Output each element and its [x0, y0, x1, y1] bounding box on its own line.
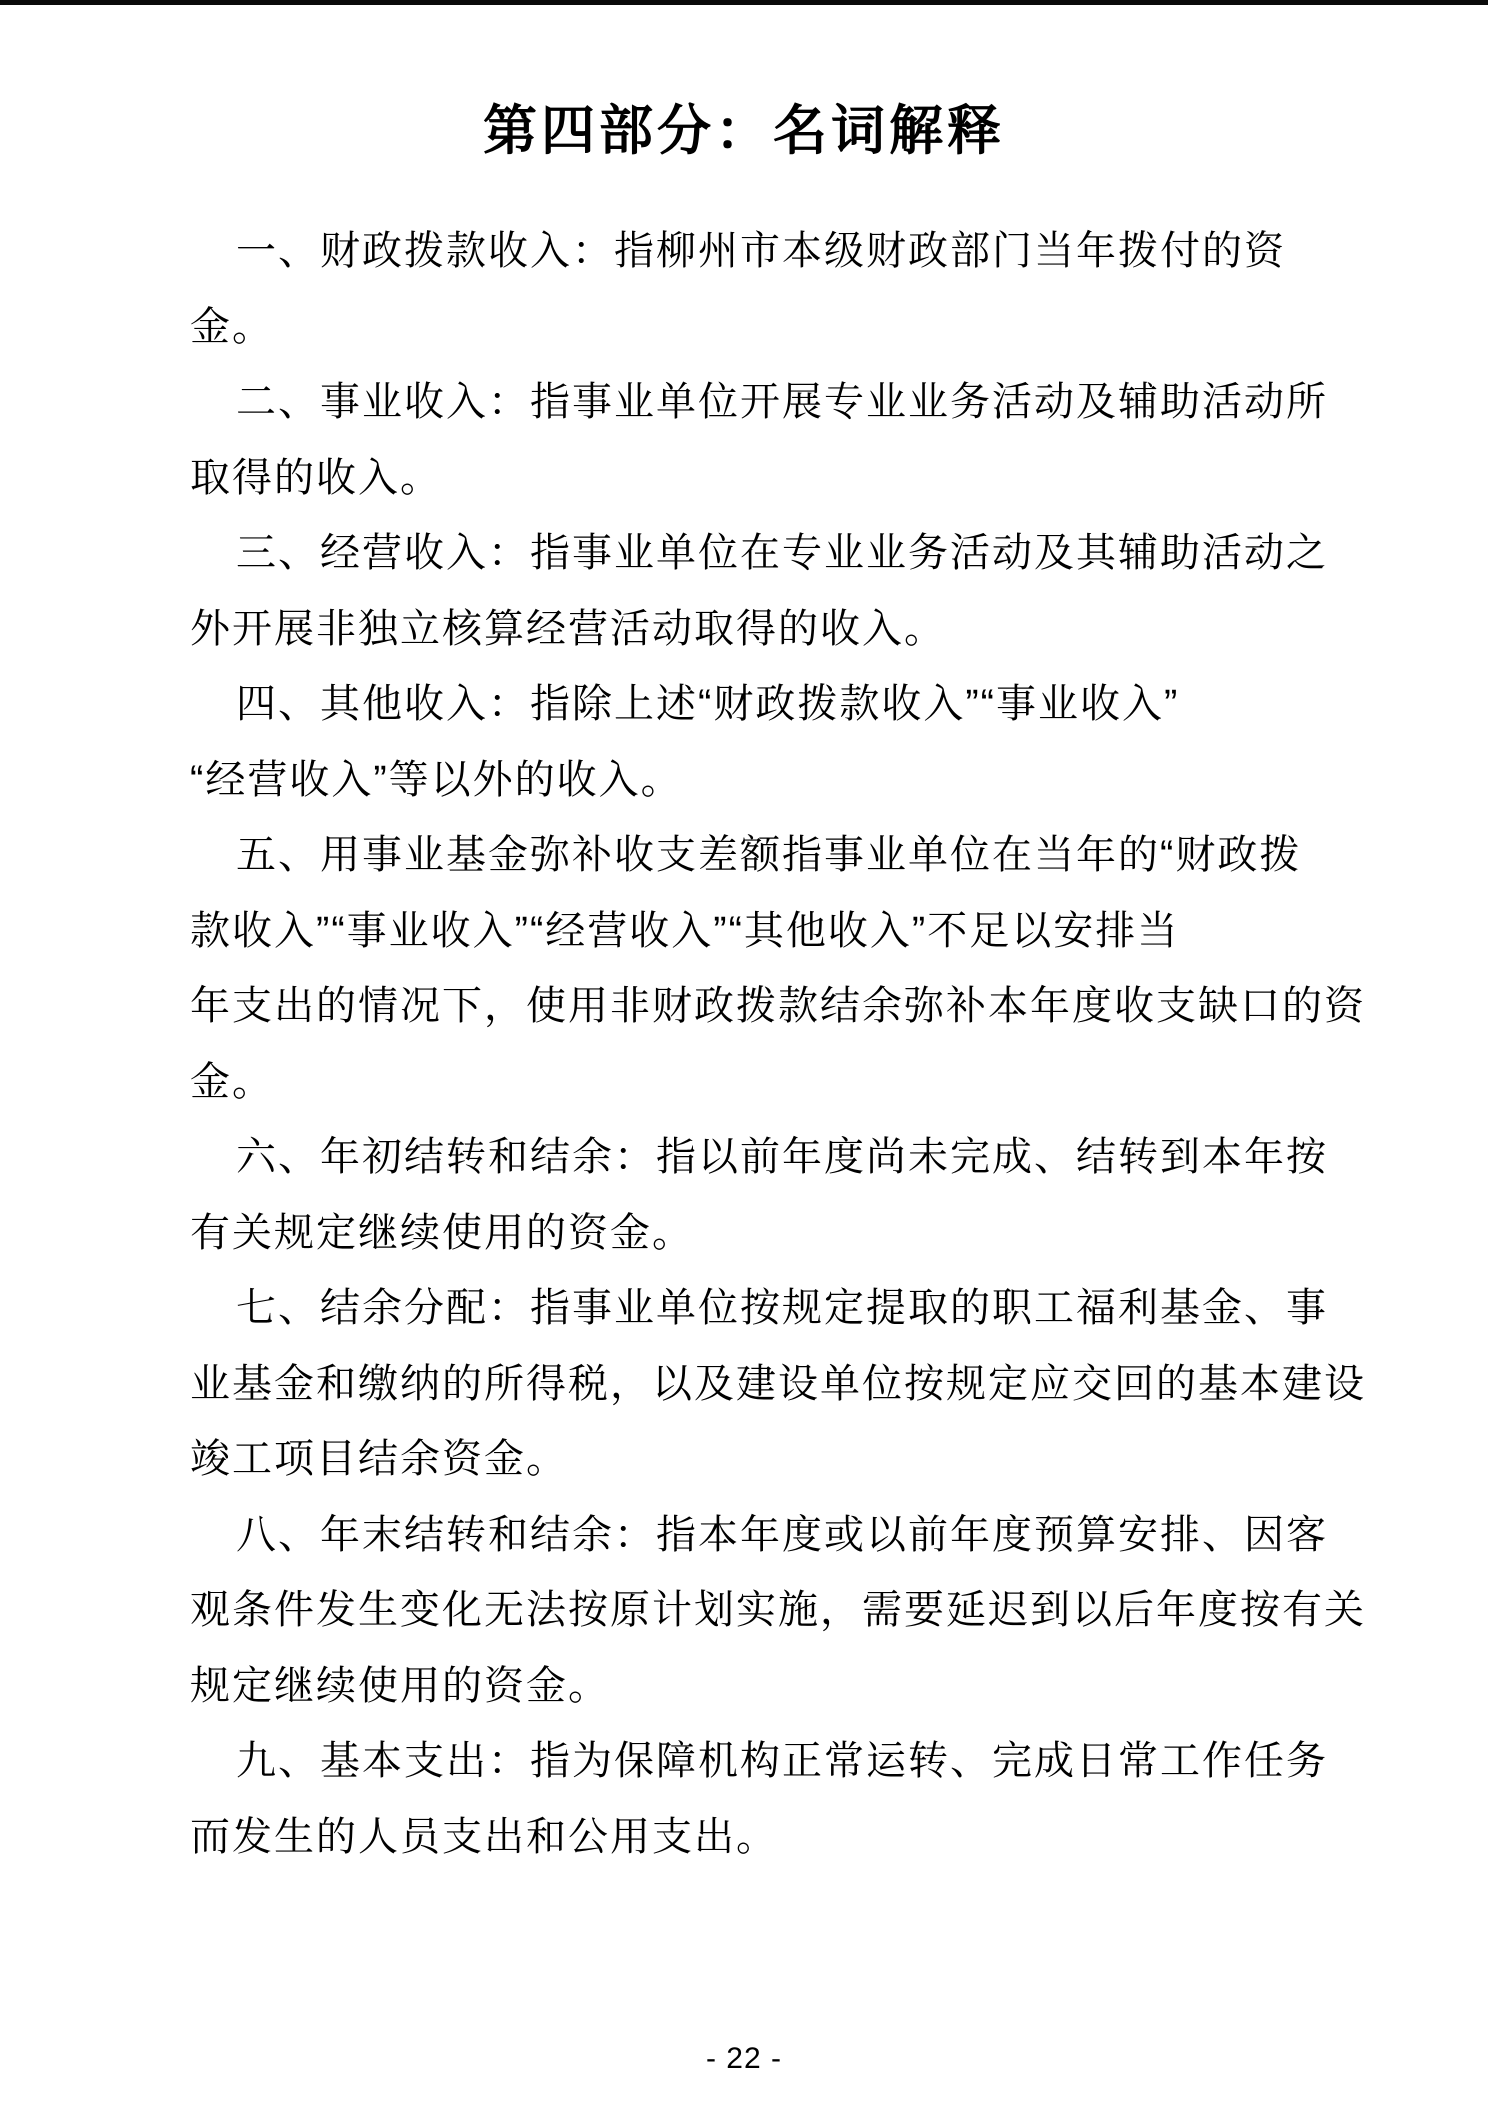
text-line: 四、其他收入：指除上述“财政拨款收入”“事业收入”	[236, 682, 1180, 726]
text-line: 八、年末结转和结余：指本年度或以前年度预算安排、因客	[236, 1512, 1328, 1557]
document-body	[0, 214, 1488, 1875]
text-line: 三、经营收入：指事业单位在专业业务活动及其辅助活动之	[236, 531, 1328, 575]
page-number: - 22 -	[705, 2042, 783, 2075]
term-6-nianchu-jiezhuan-he-jieyu	[190, 1120, 1340, 1271]
text-line: 而发生的人员支出和公用支出。	[190, 1814, 778, 1859]
text-line: 二、事业收入：指事业单位开展专业业务活动及辅助活动所	[236, 380, 1328, 424]
term-8-nianmo-jiezhuan-he-jieyu	[190, 1498, 1366, 1725]
text-line: “经营收入”等以外的收入。	[190, 757, 683, 802]
text-line: 竣工项目结余资金。	[190, 1437, 568, 1481]
text-line: 款收入”“事业收入”“经营收入”“其他收入”不足以安排当	[190, 908, 1180, 953]
text-line: 金。	[190, 1059, 274, 1104]
text-line: 有关规定继续使用的资金。	[190, 1210, 694, 1255]
text-line: 取得的收入。	[190, 455, 442, 500]
term-2-shiye-shouru	[190, 365, 1340, 516]
text-line: 年支出的情况下，使用非财政拨款结余弥补本年度收支缺口的资	[190, 984, 1366, 1028]
term-5-yong-shiye-jijin-mibu-shouzhi-chae	[190, 818, 1366, 1120]
text-line: 规定继续使用的资金。	[190, 1663, 610, 1708]
page-top-edge-artifact	[0, 0, 1488, 5]
text-line: 六、年初结转和结余：指以前年度尚未完成、结转到本年按	[236, 1135, 1328, 1179]
term-1-caizheng-bokuan-shouru	[190, 214, 1340, 365]
text-line: 一、财政拨款收入：指柳州市本级财政部门当年拨付的资	[236, 229, 1286, 273]
text-line: 七、结余分配：指事业单位按规定提取的职工福利基金、事	[236, 1286, 1328, 1330]
text-line: 外开展非独立核算经营活动取得的收入。	[190, 606, 946, 651]
term-9-jiben-zhichu	[190, 1724, 1340, 1875]
text-line: 五、用事业基金弥补收支差额指事业单位在当年的“财政拨	[236, 833, 1302, 877]
text-line: 观条件发生变化无法按原计划实施，需要延迟到以后年度按有关	[190, 1588, 1366, 1632]
text-line: 九、基本支出：指为保障机构正常运转、完成日常工作任务	[236, 1739, 1328, 1783]
text-line: 业基金和缴纳的所得税，以及建设单位按规定应交回的基本建设	[190, 1361, 1366, 1406]
term-3-jingying-shouru	[190, 516, 1340, 667]
text-line: 金。	[190, 304, 274, 349]
term-7-jieyu-fenpei	[190, 1271, 1366, 1498]
page-title: 第四部分：名词解释	[483, 101, 1005, 161]
term-4-qita-shouru	[190, 667, 1340, 818]
